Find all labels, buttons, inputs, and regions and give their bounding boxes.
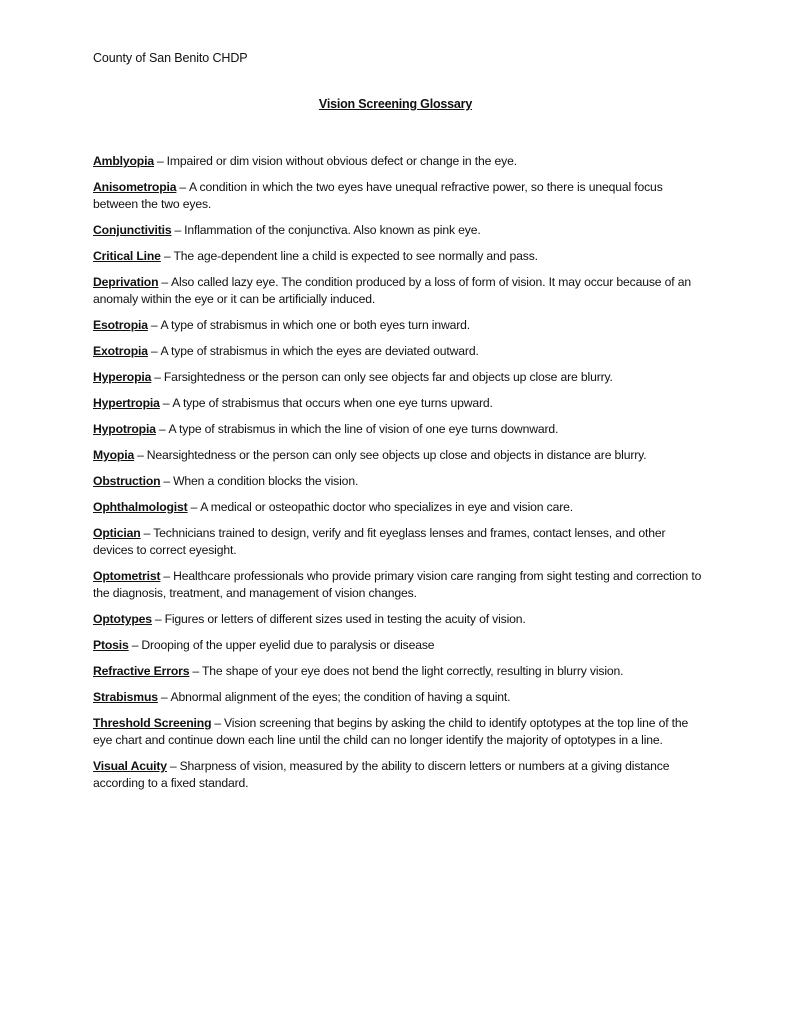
glossary-definition: Farsightedness or the person can only see objects far and objects up close are blurry. <box>163 370 613 384</box>
page-title: Vision Screening Glossary <box>318 97 473 111</box>
glossary-term: Exotropia <box>93 344 148 358</box>
term-separator: – <box>160 690 168 704</box>
glossary-term: Obstruction <box>93 474 161 488</box>
glossary-definition: A condition in which the two eyes have unequal refractive power, so there is unequal focus between the two eyes. <box>93 180 663 211</box>
glossary-term: Ptosis <box>93 638 129 652</box>
glossary-term: Hyperopia <box>93 370 152 384</box>
glossary-entry <box>93 421 705 438</box>
glossary-term: Hypertropia <box>93 396 160 410</box>
glossary-entry <box>93 153 705 170</box>
term-separator: – <box>163 569 171 583</box>
glossary-definition: Abnormal alignment of the eyes; the condition of having a squint. <box>170 690 511 704</box>
glossary-definition: Inflammation of the conjunctiva. Also known as pink eye. <box>184 223 481 237</box>
glossary-term: Anisometropia <box>93 180 177 194</box>
glossary-definition: When a condition blocks the vision. <box>173 474 359 488</box>
term-separator: – <box>179 180 187 194</box>
glossary-definition: Technicians trained to design, verify and fit eyeglass lenses and frames, contact lenses, and other devices to correct eyesight. <box>93 526 666 557</box>
glossary-entry <box>93 473 705 490</box>
glossary-term: Threshold Screening <box>93 716 212 730</box>
term-separator: – <box>161 275 169 289</box>
glossary-term: Amblyopia <box>93 154 154 168</box>
term-separator: – <box>143 526 151 540</box>
term-separator: – <box>156 154 164 168</box>
term-separator: – <box>154 370 161 384</box>
glossary-entry <box>93 758 705 792</box>
glossary-definition: Figures or letters of different sizes used in testing the acuity of vision. <box>164 612 526 626</box>
term-separator: – <box>169 759 177 773</box>
glossary-term: Ophthalmologist <box>93 500 188 514</box>
glossary-term: Visual Acuity <box>93 759 167 773</box>
glossary-term: Strabismus <box>93 690 158 704</box>
glossary-definition: Vision screening that begins by asking the child to identify optotypes at the top line of the eye chart and continue down each line until the child can no longer identify the majority of optotypes in a line. <box>93 716 689 747</box>
term-separator: – <box>163 474 171 488</box>
glossary-entry <box>93 715 705 749</box>
glossary-term: Optometrist <box>93 569 161 583</box>
glossary-term: Myopia <box>93 448 135 462</box>
glossary-entry <box>93 525 705 559</box>
glossary-entry <box>93 663 705 680</box>
glossary-entry <box>93 248 705 265</box>
glossary-term: Conjunctivitis <box>93 223 172 237</box>
glossary-definition: The age-dependent line a child is expected to see normally and pass. <box>173 249 538 263</box>
glossary-term: Critical Line <box>93 249 161 263</box>
glossary-entry <box>93 274 705 308</box>
glossary-definition: Also called lazy eye. The condition produced by a loss of form of vision. It may occur because of an anomaly within the eye or it can be artificially induced. <box>93 275 691 306</box>
glossary-definition: A type of strabismus in which the eyes are deviated outward. <box>160 344 479 358</box>
glossary-entry <box>93 343 705 360</box>
glossary-entry <box>93 447 705 464</box>
glossary-entry <box>93 317 705 334</box>
term-separator: – <box>150 344 158 358</box>
glossary-definition: Healthcare professionals who provide primary vision care ranging from sight testing and correction to the diagnosis, treatment, and management of vision changes. <box>93 569 702 600</box>
glossary-entry <box>93 637 705 654</box>
glossary-entry <box>93 395 705 412</box>
term-separator: – <box>158 422 166 436</box>
term-separator: – <box>192 664 199 678</box>
organization-header: County of San Benito CHDP <box>93 51 248 65</box>
glossary-term: Deprivation <box>93 275 159 289</box>
glossary-term: Optotypes <box>93 612 152 626</box>
glossary-entry <box>93 611 705 628</box>
glossary-definition: Sharpness of vision, measured by the ability to discern letters or numbers at a giving distance according to a fixed standard. <box>93 759 670 790</box>
term-separator: – <box>137 448 144 462</box>
glossary-entry <box>93 179 705 213</box>
glossary-definition: Impaired or dim vision without obvious defect or change in the eye. <box>166 154 517 168</box>
glossary-term: Optician <box>93 526 141 540</box>
glossary-definition: A type of strabismus in which the line of vision of one eye turns downward. <box>168 422 559 436</box>
term-separator: – <box>131 638 139 652</box>
term-separator: – <box>190 500 198 514</box>
glossary-list <box>93 153 705 801</box>
glossary-entry <box>93 499 705 516</box>
term-separator: – <box>214 716 222 730</box>
term-separator: – <box>163 249 171 263</box>
glossary-definition: A type of strabismus that occurs when one eye turns upward. <box>172 396 493 410</box>
term-separator: – <box>174 223 182 237</box>
glossary-entry <box>93 568 705 602</box>
glossary-definition: Drooping of the upper eyelid due to paralysis or disease <box>141 638 435 652</box>
glossary-definition: A medical or osteopathic doctor who specializes in eye and vision care. <box>200 500 574 514</box>
term-separator: – <box>150 318 158 332</box>
glossary-term: Refractive Errors <box>93 664 190 678</box>
glossary-definition: The shape of your eye does not bend the light correctly, resulting in blurry vision. <box>202 664 624 678</box>
glossary-entry <box>93 369 705 386</box>
term-separator: – <box>162 396 170 410</box>
glossary-term: Esotropia <box>93 318 148 332</box>
glossary-entry <box>93 689 705 706</box>
glossary-definition: A type of strabismus in which one or both eyes turn inward. <box>160 318 471 332</box>
glossary-term: Hypotropia <box>93 422 156 436</box>
glossary-definition: Nearsightedness or the person can only see objects up close and objects in distance are blurry. <box>146 448 647 462</box>
glossary-entry <box>93 222 705 239</box>
term-separator: – <box>154 612 162 626</box>
